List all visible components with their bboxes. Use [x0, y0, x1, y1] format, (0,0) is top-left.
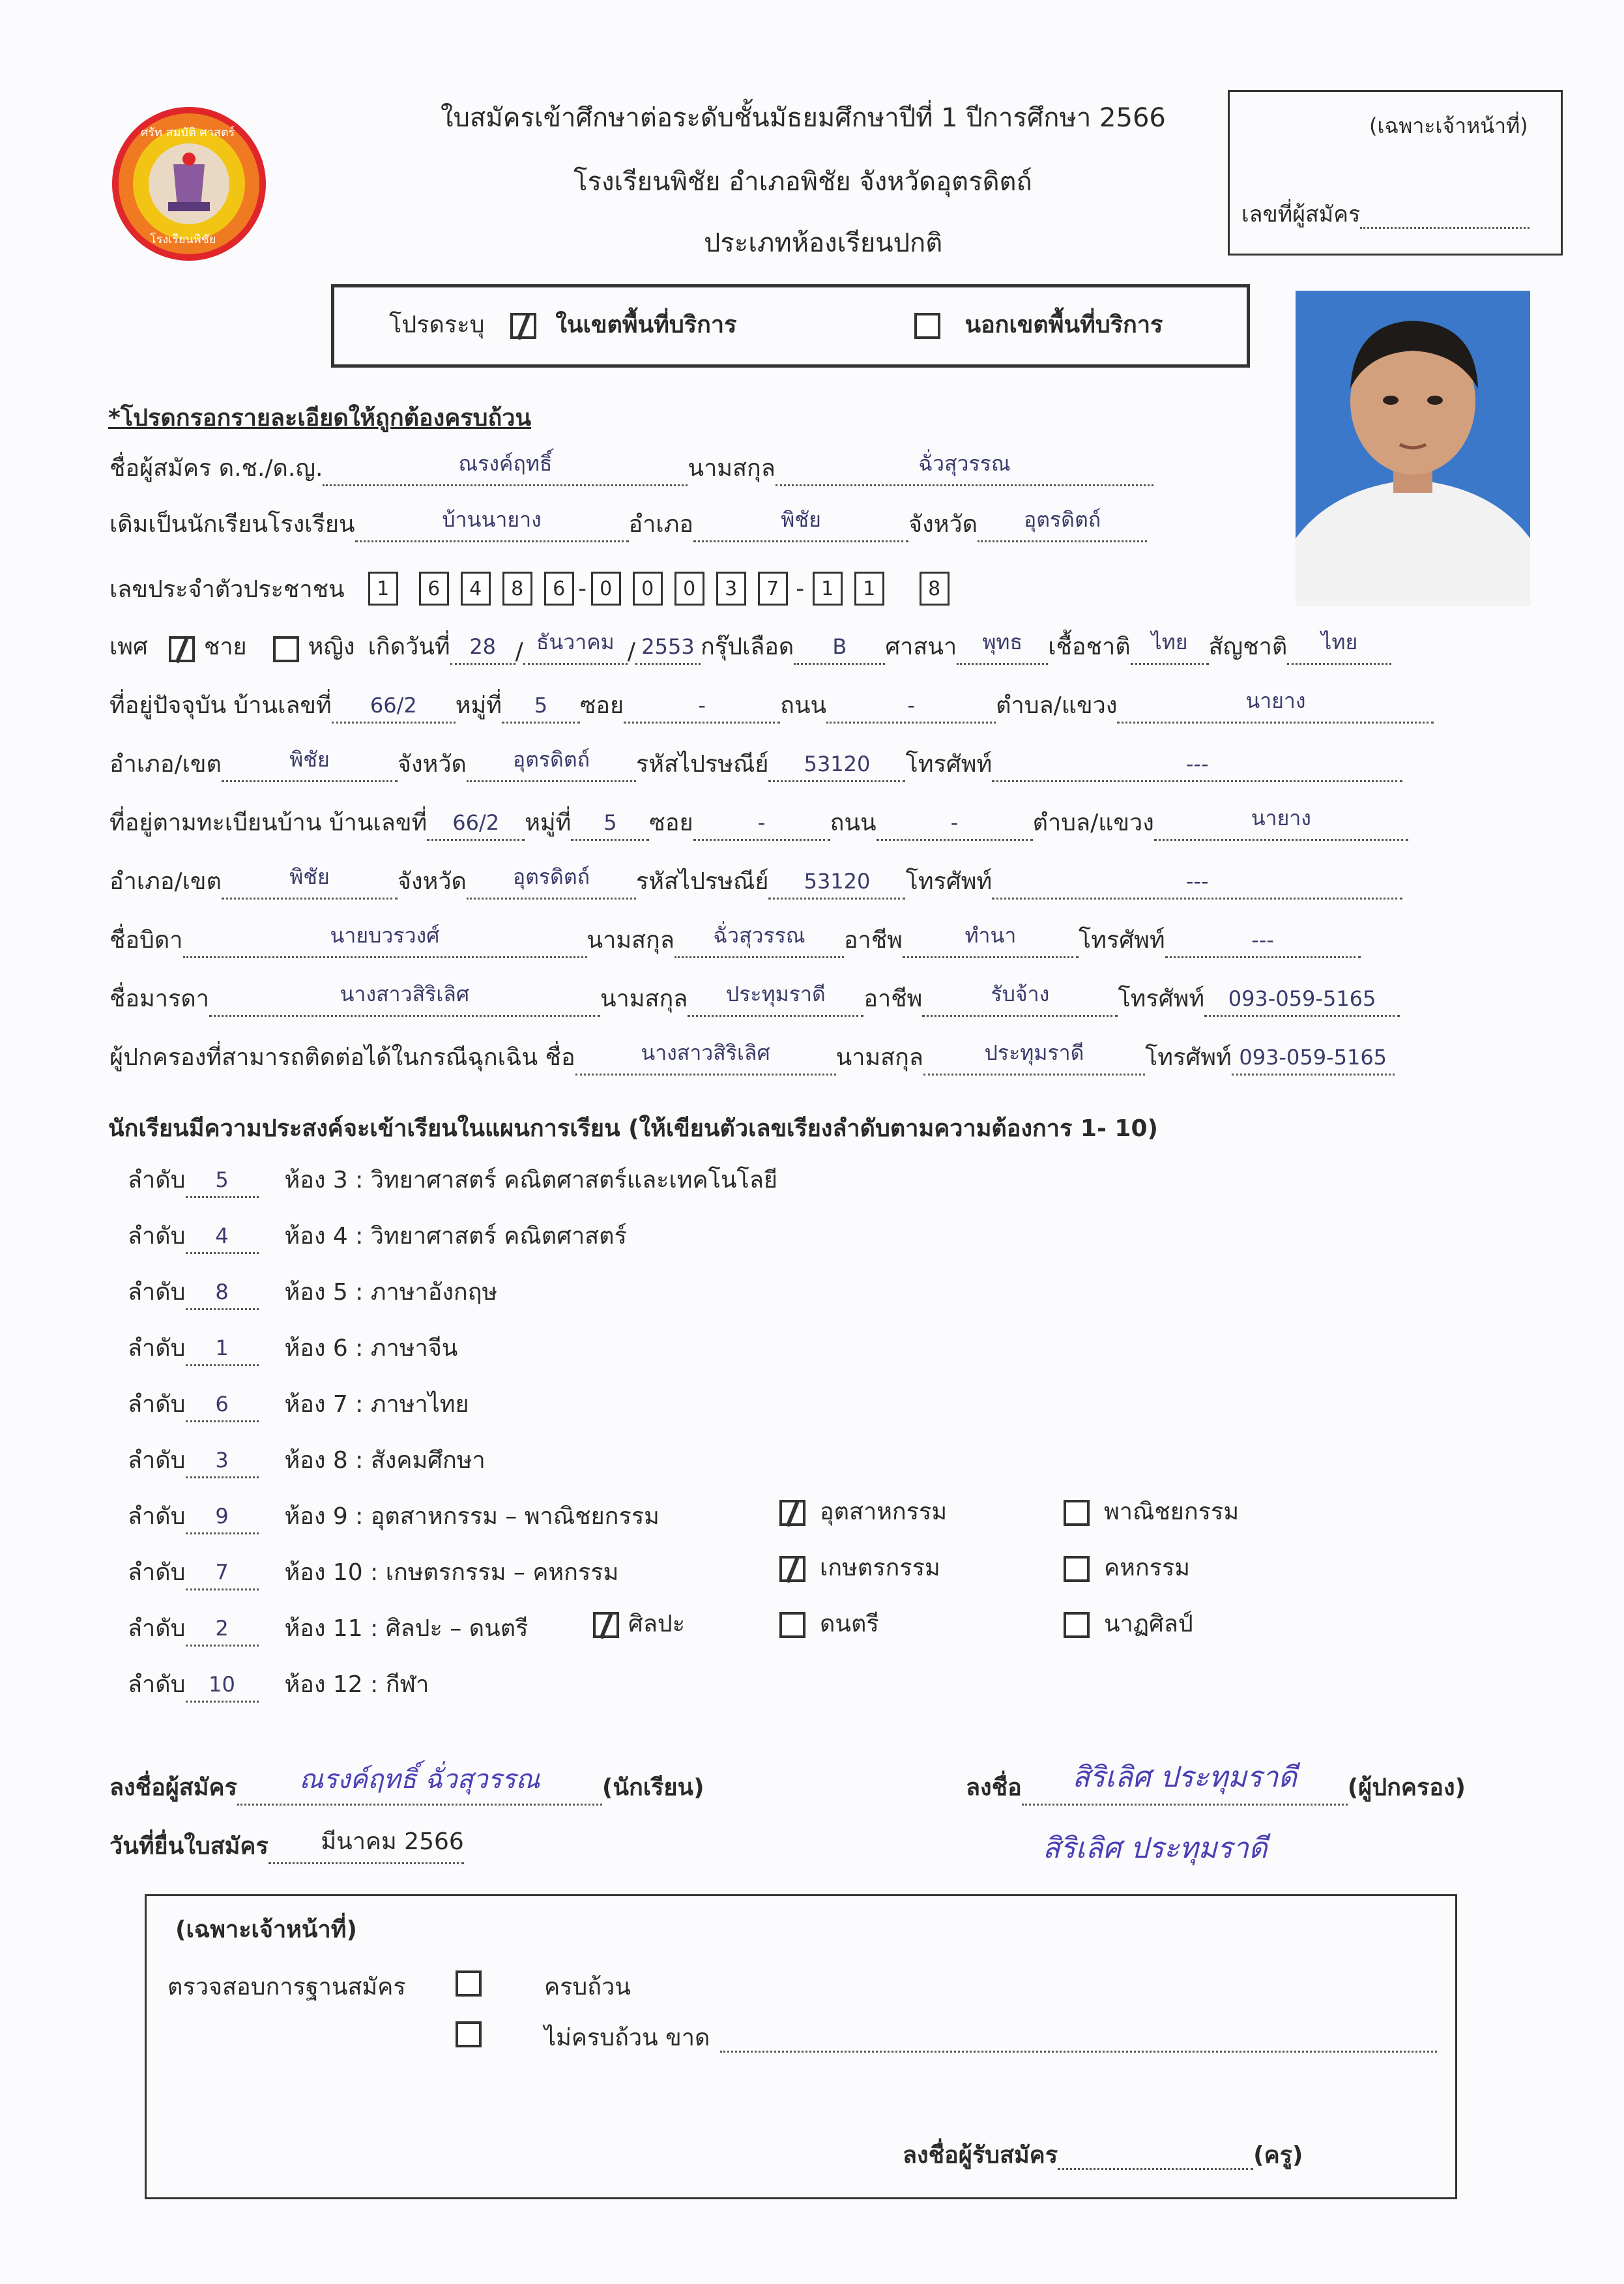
mother-occupation-label: อาชีพ — [863, 986, 923, 1012]
order-field[interactable] — [186, 1447, 259, 1478]
room-label: ห้อง 9 : อุตสาหกรรม – พาณิชยกรรม — [284, 1503, 660, 1530]
school-name: โรงเรียนพิชัย อำเภอพิชัย จังหวัดอุตรดิตถ์ — [573, 167, 1032, 197]
reg-moo-field[interactable] — [571, 810, 649, 841]
classroom-type: ประเภทห้องเรียนปกติ — [704, 228, 943, 258]
industry-checkbox[interactable] — [779, 1500, 805, 1526]
room-label: ห้อง 3 : วิทยาศาสตร์ คณิตศาสตร์และเทคโนโลยี — [284, 1167, 778, 1193]
dance-checkbox[interactable] — [1064, 1612, 1090, 1638]
blood-label: กรุ๊ปเลือด — [700, 634, 794, 660]
order-label: ลำดับ — [128, 1671, 186, 1698]
order-value: 4 — [215, 1223, 229, 1248]
reg-district-label: อำเภอ/เขต — [109, 868, 222, 895]
reg-road-field[interactable] — [877, 810, 1033, 841]
submit-date-value: มีนาคม 2566 — [321, 1828, 464, 1855]
guardian-surname-label: นามสกุล — [835, 1044, 923, 1071]
room-label: ห้อง 12 : กีฬา — [284, 1671, 429, 1698]
program-heading: นักเรียนมีความประสงค์จะเข้าเรียนในแผนการเรียน (ให้เขียนตัวเลขเรียงลำดับตามความต้องการ 1- 10) — [108, 1115, 1158, 1142]
current-house-no-value: 66/2 — [370, 693, 417, 718]
race-field[interactable] — [1131, 630, 1209, 665]
incomplete-label: ไม่ครบถ้วน ขาด — [544, 2025, 710, 2051]
industry-label: อุตสาหกรรม — [820, 1499, 948, 1525]
missing-items-field[interactable] — [720, 2032, 1437, 2053]
current-phone-value: --- — [1185, 752, 1209, 776]
current-district-value: พิชัย — [289, 747, 330, 772]
order-field[interactable] — [186, 1615, 259, 1647]
religion-value: พุทธ — [982, 630, 1023, 654]
id-digit[interactable]: 6 — [419, 572, 449, 606]
order-label: ลำดับ — [128, 1223, 186, 1250]
order-field[interactable] — [186, 1279, 259, 1310]
school-province-label: จังหวัด — [908, 511, 978, 538]
option-home-economics — [1064, 1554, 1190, 1583]
program-row — [128, 1502, 660, 1534]
officer-box — [145, 1894, 1457, 2199]
mother-label: ชื่อมารดา — [109, 986, 209, 1012]
reg-road-value: - — [950, 810, 959, 835]
row-current-address-2 — [109, 747, 1402, 782]
race-value: ไทย — [1151, 630, 1188, 654]
guardian-phone-value: 093-059-5165 — [1239, 1045, 1387, 1070]
current-phone-label: โทรศัพท์ — [905, 751, 993, 778]
reg-moo-value: 5 — [603, 810, 617, 835]
program-row — [128, 1222, 627, 1254]
current-province-label: จังหวัด — [397, 751, 467, 778]
father-name-value: นายบวรวงศ์ — [330, 923, 440, 948]
student-role: (นักเรียน) — [602, 1774, 704, 1801]
guardian-label: ผู้ปกครองที่สามารถติดต่อได้ในกรณีฉุกเฉิน ชื่อ — [109, 1044, 575, 1071]
reg-subdistrict-label: ตำบล/แขวง — [1032, 810, 1154, 836]
room-label: ห้อง 4 : วิทยาศาสตร์ คณิตศาสตร์ — [284, 1223, 627, 1250]
option-dance — [1064, 1610, 1193, 1639]
option-art — [593, 1610, 685, 1639]
father-surname-label: นามสกุล — [587, 927, 674, 954]
birth-day-field[interactable] — [450, 634, 515, 665]
program-row — [128, 1165, 777, 1198]
order-label: ลำดับ — [128, 1391, 186, 1418]
room-label: ห้อง 10 : เกษตรกรรม – คหกรรม — [284, 1559, 619, 1586]
father-phone-value: --- — [1251, 928, 1274, 952]
school-province-value: อุตรดิตถ์ — [1023, 507, 1101, 532]
option-industry — [779, 1498, 947, 1527]
order-value: 3 — [215, 1448, 229, 1472]
id-digit[interactable]: 1 — [854, 572, 884, 606]
order-value: 2 — [215, 1616, 229, 1641]
applicant-no-label: เลขที่ผู้สมัคร — [1241, 201, 1361, 227]
current-soi-label: ซอย — [579, 692, 624, 719]
receiver-row — [903, 2141, 1303, 2170]
father-phone-field[interactable] — [1165, 927, 1361, 958]
id-digit[interactable]: 1 — [368, 572, 398, 606]
mother-name-value: นางสาวสิริเลิศ — [340, 982, 470, 1006]
row-registered-address-1 — [109, 808, 1408, 841]
father-occupation-field[interactable] — [903, 923, 1079, 958]
reg-province-label: จังหวัด — [397, 868, 467, 895]
birth-year-field[interactable] — [635, 634, 701, 665]
reg-house-no-value: 66/2 — [452, 810, 500, 835]
school-label: เดิมเป็นนักเรียนโรงเรียน — [109, 511, 355, 538]
school-value: บ้านนายาง — [442, 507, 542, 532]
order-field[interactable] — [186, 1335, 259, 1366]
instruction: *โปรดกรอกรายละเอียดให้ถูกต้องครบถ้วน — [108, 405, 532, 432]
reg-province-value: อุตรดิตถ์ — [512, 864, 590, 889]
service-area-prefix: โปรดระบุ — [389, 312, 485, 338]
guardian-role: (ผู้ปกครอง) — [1347, 1774, 1466, 1801]
school-district-label: อำเภอ — [628, 511, 694, 538]
guardian-signature-field[interactable] — [1022, 1761, 1348, 1806]
current-postcode-label: รหัสไปรษณีย์ — [635, 751, 769, 778]
guardian-phone-label: โทรศัพท์ — [1144, 1044, 1232, 1071]
female-label: หญิง — [308, 634, 355, 660]
option-commerce — [1064, 1498, 1239, 1527]
female-checkbox[interactable] — [273, 636, 299, 662]
father-occupation-value: ทำนา — [964, 923, 1017, 948]
order-value: 1 — [215, 1336, 229, 1360]
home-economics-checkbox[interactable] — [1064, 1556, 1090, 1582]
current-road-field[interactable] — [826, 692, 996, 724]
nationality-label: สัญชาติ — [1208, 634, 1288, 660]
guardian-signature: สิริเลิศ ประทุมราดี — [1072, 1761, 1297, 1794]
program-row — [128, 1446, 486, 1478]
current-district-field[interactable] — [222, 747, 398, 782]
room-label: ห้อง 7 : ภาษาไทย — [284, 1391, 469, 1418]
race-label: เชื้อชาติ — [1048, 634, 1131, 660]
name-value: ณรงค์ฤทธิ์ — [458, 451, 553, 476]
room-label: ห้อง 8 : สังคมศึกษา — [284, 1447, 486, 1474]
order-label: ลำดับ — [128, 1167, 186, 1193]
music-label: ดนตรี — [820, 1611, 879, 1637]
current-postcode-field[interactable] — [768, 751, 905, 782]
male-checkbox[interactable] — [169, 636, 195, 662]
reg-postcode-field[interactable] — [768, 868, 905, 900]
order-value: 9 — [215, 1504, 229, 1529]
reg-subdistrict-field[interactable] — [1154, 806, 1408, 841]
order-field[interactable] — [186, 1223, 259, 1254]
id-digit[interactable]: 8 — [920, 572, 950, 606]
receiver-signature-field[interactable] — [1058, 2150, 1253, 2170]
service-area-row — [389, 311, 736, 340]
room-label: ห้อง 11 : ศิลปะ – ดนตรี — [284, 1615, 529, 1642]
row-applicant-name — [109, 451, 1153, 486]
nationality-field[interactable] — [1287, 630, 1391, 665]
mother-phone-value: 093-059-5165 — [1228, 986, 1376, 1011]
current-road-value: - — [907, 693, 915, 718]
id-digit[interactable]: 1 — [813, 572, 843, 606]
service-area-box — [331, 284, 1250, 368]
officer-check-label: ตรวจสอบการฐานสมัคร — [167, 1974, 406, 2000]
applicant-no — [1241, 200, 1530, 229]
guardian-phone-field[interactable] — [1232, 1044, 1395, 1076]
id-digit[interactable]: 0 — [591, 572, 621, 606]
mother-surname-field[interactable] — [688, 982, 863, 1017]
reg-road-label: ถนน — [830, 810, 877, 836]
option-agriculture — [779, 1554, 940, 1583]
father-surname-value: ฉั่วสุวรรณ — [713, 923, 805, 948]
current-house-no-field[interactable] — [332, 692, 456, 724]
blood-field[interactable] — [794, 634, 885, 665]
current-moo-field[interactable] — [502, 692, 580, 724]
reg-soi-value: - — [757, 810, 766, 835]
reg-moo-label: หมู่ที่ — [525, 810, 572, 836]
order-value: 5 — [215, 1167, 229, 1192]
order-label: ลำดับ — [128, 1503, 186, 1530]
complete-label: ครบถ้วน — [544, 1974, 631, 2000]
current-phone-field[interactable] — [992, 751, 1402, 782]
father-surname-field[interactable] — [674, 923, 844, 958]
reg-house-no-field[interactable] — [427, 810, 525, 841]
order-label: ลำดับ — [128, 1447, 186, 1474]
surname-value: ฉั่วสุวรรณ — [918, 451, 1011, 476]
current-subdistrict-label: ตำบล/แขวง — [996, 692, 1118, 719]
current-moo-label: หมู่ที่ — [455, 692, 502, 719]
reg-district-field[interactable] — [222, 864, 398, 900]
current-province-value: อุตรดิตถ์ — [512, 747, 590, 772]
birth-month-value: ธันวาคม — [536, 630, 615, 654]
religion-label: ศาสนา — [885, 634, 957, 660]
music-checkbox[interactable] — [779, 1612, 805, 1638]
current-house-no-label: ที่อยู่ปัจจุบัน บ้านเลขที่ — [109, 692, 332, 719]
room-label: ห้อง 6 : ภาษาจีน — [284, 1335, 458, 1362]
birth-month-field[interactable] — [523, 630, 628, 665]
student-signature: ณรงค์ฤทธิ์ ฉั่วสุวรรณ — [299, 1764, 540, 1794]
reg-phone-label: โทรศัพท์ — [905, 868, 993, 895]
guardian-name-field[interactable] — [575, 1040, 836, 1076]
office-box — [1228, 90, 1563, 256]
row-father — [109, 923, 1361, 958]
room-label: ห้อง 5 : ภาษาอังกฤษ — [284, 1279, 498, 1306]
program-row — [128, 1278, 497, 1310]
birth-label: เกิดวันที่ — [368, 634, 450, 660]
receiver-role: (ครู) — [1253, 2142, 1303, 2169]
dance-label: นาฏศิลป์ — [1104, 1611, 1193, 1637]
out-area-row — [914, 311, 1163, 340]
mother-name-field[interactable] — [209, 982, 600, 1017]
row-personal-info: เพศ ชาย หญิง เกิดวันที่ 28 / ธันวาคม / 2553 กรุ๊ปเลือด B ศาสนา พุทธ เชื้อชาติ ไทย สัญชาติ ไทย — [109, 632, 1391, 665]
reg-phone-field[interactable] — [992, 868, 1402, 900]
agriculture-label: เกษตรกรรม — [820, 1555, 940, 1581]
order-label: ลำดับ — [128, 1559, 186, 1586]
row-citizen-id: เลขประจำตัวประชาชน 1 6 4 8 6 - 0 0 0 3 7 - 1 1 8 — [109, 567, 950, 610]
guardian-signature-repeat: สิริเลิศ ประทุมราดี — [1043, 1832, 1268, 1865]
father-name-field[interactable] — [183, 923, 587, 958]
current-soi-field[interactable] — [624, 692, 780, 724]
guardian-signature-row — [966, 1761, 1466, 1806]
program-row — [128, 1614, 528, 1647]
school-province-field[interactable] — [978, 507, 1147, 542]
current-road-label: ถนน — [780, 692, 827, 719]
submit-date-row — [109, 1828, 464, 1864]
student-portrait-icon — [1296, 291, 1530, 606]
guardian-signature-label: ลงชื่อ — [966, 1774, 1022, 1801]
mother-occupation-field[interactable] — [922, 982, 1118, 1017]
program-row — [128, 1670, 429, 1703]
current-subdistrict-value: นายาง — [1245, 688, 1306, 713]
officer-label: (เฉพาะเจ้าหน้าที่) — [175, 1916, 357, 1943]
row-previous-school — [109, 507, 1147, 542]
reg-postcode-value: 53120 — [804, 869, 871, 894]
reg-district-value: พิชัย — [289, 864, 330, 889]
mother-surname-label: นามสกุล — [600, 986, 688, 1012]
student-signature-field[interactable] — [237, 1764, 602, 1806]
form-title: ใบสมัครเข้าศึกษาต่อระดับชั้นมัธยมศึกษาปีที่ 1 ปีการศึกษา 2566 — [441, 103, 1166, 133]
mother-phone-field[interactable] — [1204, 986, 1400, 1017]
order-value: 10 — [209, 1672, 235, 1697]
submit-date-field[interactable] — [268, 1828, 464, 1864]
row-mother — [109, 984, 1400, 1017]
mother-phone-label: โทรศัพท์ — [1118, 986, 1205, 1012]
father-label: ชื่อบิดา — [109, 927, 183, 954]
birth-year-value: 2553 — [641, 634, 695, 659]
complete-checkbox[interactable] — [456, 1970, 482, 1997]
guardian-surname-field[interactable] — [923, 1040, 1145, 1076]
reg-subdistrict-value: นายาง — [1251, 806, 1311, 830]
order-field[interactable] — [186, 1167, 259, 1198]
row-registered-address-2 — [109, 864, 1402, 900]
option-music — [779, 1610, 879, 1639]
receiver-label: ลงชื่อผู้รับสมัคร — [903, 2142, 1058, 2169]
commerce-checkbox[interactable] — [1064, 1500, 1090, 1526]
id-digit[interactable]: 0 — [633, 572, 663, 606]
out-area-checkbox[interactable] — [914, 313, 940, 339]
order-field[interactable] — [186, 1559, 259, 1590]
order-label: ลำดับ — [128, 1615, 186, 1642]
agriculture-checkbox[interactable] — [779, 1556, 805, 1582]
art-checkbox[interactable] — [593, 1612, 619, 1638]
seal-bottom-text: โรงเรียนพิชัย — [150, 233, 216, 246]
current-district-label: อำเภอ/เขต — [109, 751, 222, 778]
male-label: ชาย — [203, 634, 247, 660]
current-province-field[interactable] — [467, 747, 636, 782]
student-signature-label: ลงชื่อผู้สมัคร — [109, 1774, 237, 1801]
incomplete-checkbox[interactable] — [456, 2021, 482, 2047]
mother-surname-value: ประทุมราดี — [725, 982, 826, 1006]
order-field[interactable] — [186, 1503, 259, 1534]
school-district-field[interactable] — [693, 507, 908, 542]
order-value: 6 — [215, 1392, 229, 1416]
row-current-address-1 — [109, 688, 1434, 724]
current-moo-value: 5 — [534, 693, 548, 718]
current-subdistrict-field[interactable] — [1117, 688, 1434, 724]
nationality-value: ไทย — [1321, 630, 1358, 654]
order-field[interactable] — [186, 1391, 259, 1422]
surname-field[interactable] — [776, 451, 1153, 486]
office-box-label: (เฉพาะเจ้าหน้าที่) — [1369, 113, 1528, 138]
student-signature-row — [109, 1764, 704, 1806]
current-soi-value: - — [698, 693, 706, 718]
current-postcode-value: 53120 — [804, 752, 871, 776]
order-field[interactable] — [186, 1671, 259, 1703]
row-guardian — [109, 1040, 1395, 1076]
program-row — [128, 1334, 457, 1366]
complete-option — [456, 1970, 482, 1997]
submit-date-label: วันที่ยื่นใบสมัคร — [109, 1833, 268, 1860]
home-economics-label: คหกรรม — [1104, 1555, 1191, 1581]
program-row — [128, 1390, 469, 1422]
school-district-value: พิชัย — [781, 507, 821, 532]
art-label: ศิลปะ — [628, 1611, 686, 1637]
in-area-checkbox[interactable] — [510, 313, 536, 339]
order-label: ลำดับ — [128, 1335, 186, 1362]
reg-house-no-label: ที่อยู่ตามทะเบียนบ้าน บ้านเลขที่ — [109, 810, 428, 836]
citizen-id-label: เลขประจำตัวประชาชน — [109, 576, 345, 603]
guardian-name-value: นางสาวสิริเลิศ — [641, 1040, 770, 1065]
religion-field[interactable] — [957, 630, 1048, 665]
birth-day-value: 28 — [469, 634, 497, 659]
out-area-label: นอกเขตพื้นที่บริการ — [964, 312, 1163, 338]
program-row — [128, 1558, 618, 1590]
id-digit[interactable]: 6 — [544, 572, 574, 606]
father-phone-label: โทรศัพท์ — [1078, 927, 1165, 954]
reg-soi-label: ซอย — [649, 810, 693, 836]
reg-postcode-label: รหัสไปรษณีย์ — [635, 868, 769, 895]
school-seal — [109, 104, 268, 263]
seal-top-text: ศรัท สมบัติ ศาสตร์ — [141, 126, 235, 139]
reg-soi-field[interactable] — [693, 810, 830, 841]
id-digit[interactable]: 3 — [716, 572, 746, 606]
in-area-label: ในเขตพื้นที่บริการ — [555, 312, 737, 338]
school-field[interactable] — [355, 507, 629, 542]
order-value: 8 — [215, 1280, 229, 1304]
incomplete-row — [544, 2024, 1437, 2053]
gender-label: เพศ — [109, 634, 148, 660]
name-field[interactable] — [323, 451, 688, 486]
incomplete-option — [456, 2021, 482, 2047]
order-value: 7 — [215, 1560, 229, 1585]
id-digit[interactable]: 8 — [502, 572, 532, 606]
name-label: ชื่อผู้สมัคร ด.ช./ด.ญ. — [109, 455, 323, 482]
mother-occupation-value: รับจ้าง — [991, 982, 1050, 1006]
commerce-label: พาณิชยกรรม — [1104, 1499, 1240, 1525]
father-occupation-label: อาชีพ — [843, 927, 903, 954]
reg-phone-value: --- — [1185, 869, 1209, 894]
id-digit[interactable]: 7 — [758, 572, 788, 606]
surname-label: นามสกุล — [688, 455, 776, 482]
id-digit[interactable]: 0 — [674, 572, 704, 606]
applicant-no-field[interactable] — [1360, 209, 1530, 229]
reg-province-field[interactable] — [467, 864, 636, 900]
guardian-surname-value: ประทุมราดี — [984, 1040, 1084, 1065]
applicant-photo — [1296, 291, 1530, 606]
order-label: ลำดับ — [128, 1279, 186, 1306]
id-digit[interactable]: 4 — [461, 572, 491, 606]
blood-value: B — [832, 634, 847, 659]
